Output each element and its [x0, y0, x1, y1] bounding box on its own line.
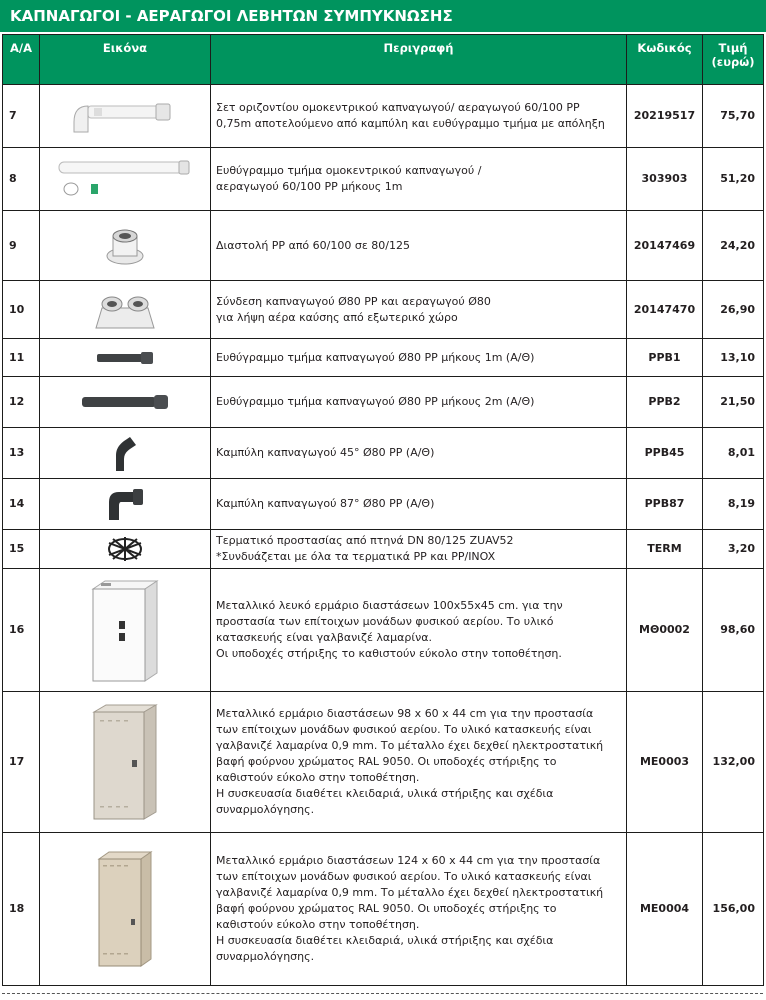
table-header — [3, 35, 764, 85]
table-row — [3, 530, 764, 569]
table-row — [3, 428, 764, 479]
table-row — [3, 692, 764, 833]
product-description: Καμπύλη καπναγωγού 87° Ø80 PP (Α/Θ) — [211, 479, 627, 530]
product-image — [40, 377, 211, 428]
header-code: Κωδικός — [627, 35, 703, 85]
product-description: Μεταλλικό ερμάριο διαστάσεων 124 x 60 x 44 cm για την προστασία των επίτοιχων μονάδων φυσικού αερίου. Το υλικό κατασκευής είναι γαλβανιζέ λαμαρίνα 0,9 mm. Το μέταλλο έχει δεχθεί ηλεκτροστατική βαφή φούρνου χρώματος RAL 9050. Οι υποδοχές στήριξης το καθιστούν εύκολο στην τοποθέτηση. Η συσκευασία διαθέτει κλειδαριά, υλικά στήριξης και σχέδια συναρμολόγησης. — [211, 833, 627, 986]
header-description: Περιγραφή — [211, 35, 627, 85]
product-image — [40, 833, 211, 986]
page-title: ΚΑΠΝΑΓΩΓΟΙ - ΑΕΡΑΓΩΓΟΙ ΛΕΒΗΤΩΝ ΣΥΜΠΥΚΝΩΣΗΣ — [0, 0, 766, 34]
product-image — [40, 281, 211, 339]
adapter-icon — [100, 224, 150, 268]
product-description: Καμπύλη καπναγωγού 45° Ø80 PP (Α/Θ) — [211, 428, 627, 479]
twin-pipe-connector-icon — [90, 288, 160, 332]
beige-cabinet-icon — [88, 702, 162, 822]
row-aa: 9 — [3, 211, 40, 281]
product-image — [40, 428, 211, 479]
product-description: Ευθύγραμμο τμήμα ομοκεντρικού καπναγωγού / αεραγωγού 60/100 PP μήκους 1m — [211, 148, 627, 211]
pipe-2m-icon — [80, 392, 170, 412]
product-description: Διαστολή PP από 60/100 σε 80/125 — [211, 211, 627, 281]
product-description: Μεταλλικό ερμάριο διαστάσεων 98 x 60 x 44 cm για την προστασία των επίτοιχων μονάδων φυσικού αερίου. Το υλικό κατασκευής είναι γαλβανιζέ λαμαρίνα 0,9 mm. Το μέταλλο έχει δεχθεί ηλεκτροστατική βαφή φούρνου χρώματος RAL 9050. Οι υποδοχές στήριξης το καθιστούν εύκολο στην τοποθέτηση. Η συσκευασία διαθέτει κλειδαριά, υλικά στήριξης και σχέδια συναρμολόγησης. — [211, 692, 627, 833]
product-description: Σετ οριζοντίου ομοκεντρικού καπναγωγού/ αεραγωγού 60/100 PP 0,75m αποτελούμενο από καμπύλη και ευθύγραμμο τμήμα με απόληξη — [211, 85, 627, 148]
header-aa: Α/Α — [3, 35, 40, 85]
product-code: PPB1 — [627, 339, 703, 377]
row-aa: 8 — [3, 148, 40, 211]
table-row — [3, 569, 764, 692]
table-row — [3, 833, 764, 986]
row-aa: 15 — [3, 530, 40, 569]
product-code: ΜΕ0003 — [627, 692, 703, 833]
pipe-1m-icon — [95, 350, 155, 366]
row-aa: 16 — [3, 569, 40, 692]
elbow-45-icon — [110, 433, 140, 473]
product-image — [40, 692, 211, 833]
product-code: 20147470 — [627, 281, 703, 339]
row-aa: 14 — [3, 479, 40, 530]
bird-guard-icon — [105, 535, 145, 563]
product-price: 8,01 — [703, 428, 764, 479]
row-aa: 7 — [3, 85, 40, 148]
header-image: Εικόνα — [40, 35, 211, 85]
table-row — [3, 339, 764, 377]
product-price: 24,20 — [703, 211, 764, 281]
elbow-87-icon — [105, 486, 145, 522]
header-price: Τιμή (ευρώ) — [703, 35, 764, 85]
product-price: 75,70 — [703, 85, 764, 148]
horizontal-flue-kit-icon — [70, 96, 180, 136]
product-image — [40, 339, 211, 377]
product-price: 156,00 — [703, 833, 764, 986]
product-code: PPB2 — [627, 377, 703, 428]
product-table — [2, 34, 764, 986]
product-description: Ευθύγραμμο τμήμα καπναγωγού Ø80 PP μήκους 1m (Α/Θ) — [211, 339, 627, 377]
product-price: 21,50 — [703, 377, 764, 428]
product-price: 51,20 — [703, 148, 764, 211]
product-image — [40, 148, 211, 211]
product-price: 132,00 — [703, 692, 764, 833]
product-code: TERM — [627, 530, 703, 569]
row-aa: 11 — [3, 339, 40, 377]
row-aa: 17 — [3, 692, 40, 833]
product-code: ΜΘ0002 — [627, 569, 703, 692]
product-image — [40, 569, 211, 692]
product-image — [40, 530, 211, 569]
row-aa: 12 — [3, 377, 40, 428]
product-description: Τερματικό προστασίας από πτηνά DN 80/125 ZUAV52 *Συνδυάζεται με όλα τα τερματικά PP και PP/INOX — [211, 530, 627, 569]
product-code: 20147469 — [627, 211, 703, 281]
table-row — [3, 281, 764, 339]
product-code: 303903 — [627, 148, 703, 211]
row-aa: 18 — [3, 833, 40, 986]
product-description: Σύνδεση καπναγωγού Ø80 PP και αεραγωγού Ø80 για λήψη αέρα καύσης από εξωτερικό χώρο — [211, 281, 627, 339]
concentric-pipe-icon — [55, 157, 195, 201]
product-code: ΜΕ0004 — [627, 833, 703, 986]
product-price: 13,10 — [703, 339, 764, 377]
product-price: 98,60 — [703, 569, 764, 692]
table-row — [3, 479, 764, 530]
table-row — [3, 148, 764, 211]
white-cabinet-icon — [89, 577, 161, 683]
product-price: 3,20 — [703, 530, 764, 569]
product-price: 8,19 — [703, 479, 764, 530]
tall-cabinet-icon — [93, 849, 157, 969]
product-image — [40, 85, 211, 148]
product-image — [40, 479, 211, 530]
product-code: PPB87 — [627, 479, 703, 530]
product-description: Μεταλλικό λευκό ερμάριο διαστάσεων 100x55x45 cm. για την προστασία των επίτοιχων μονάδων φυσικού αερίου. Το υλικό κατασκευής είναι γαλβανιζέ λαμαρίνα. Οι υποδοχές στήριξης το καθιστούν εύκολο στην τοποθέτηση. — [211, 569, 627, 692]
row-aa: 13 — [3, 428, 40, 479]
product-code: PPB45 — [627, 428, 703, 479]
product-price: 26,90 — [703, 281, 764, 339]
product-description: Ευθύγραμμο τμήμα καπναγωγού Ø80 PP μήκους 2m (Α/Θ) — [211, 377, 627, 428]
table-row — [3, 85, 764, 148]
product-image — [40, 211, 211, 281]
row-aa: 10 — [3, 281, 40, 339]
table-row — [3, 377, 764, 428]
product-code: 20219517 — [627, 85, 703, 148]
footer-divider — [2, 993, 763, 994]
table-row — [3, 211, 764, 281]
